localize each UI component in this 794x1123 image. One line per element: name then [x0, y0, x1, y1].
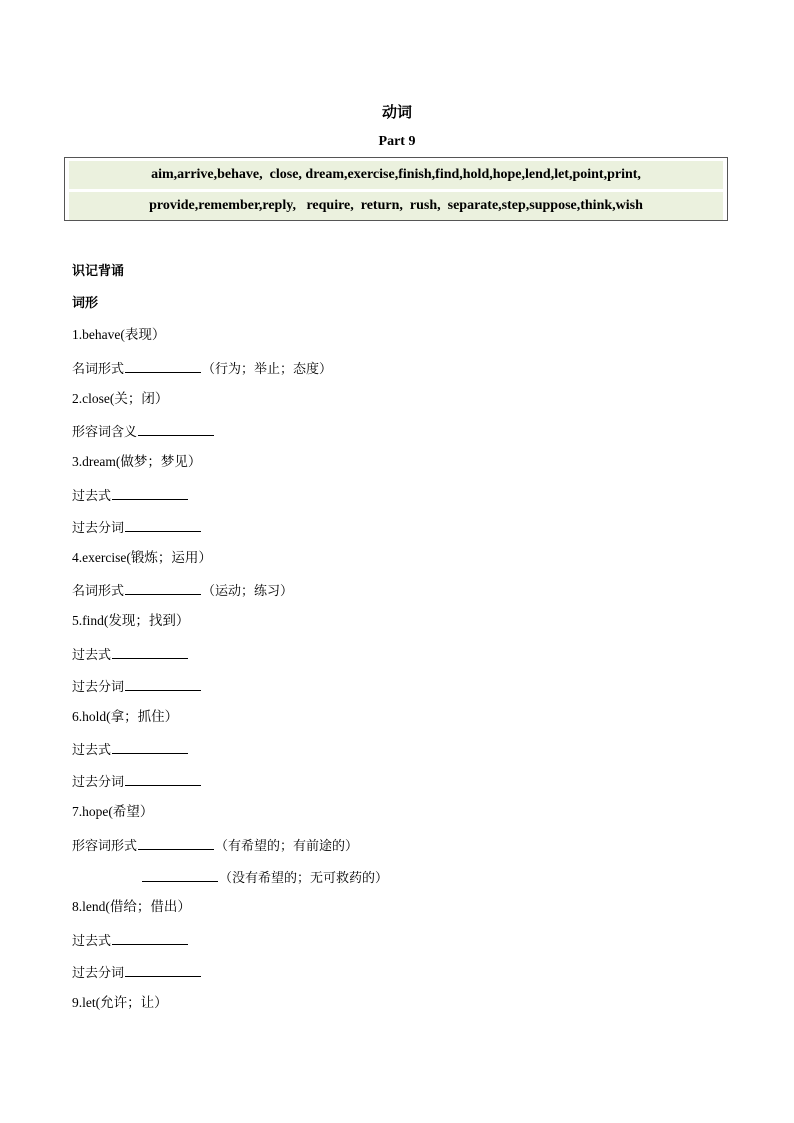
fill-in-line: [72, 422, 215, 441]
answer-blank[interactable]: [125, 518, 201, 532]
answer-label: 名词形式: [72, 584, 125, 600]
answer-blank[interactable]: [138, 836, 214, 850]
word-heading: 6.hold(拿；抓住）: [72, 708, 179, 724]
fill-in-line: [72, 645, 189, 664]
fill-in-line: [72, 931, 189, 950]
meaning-note: （运动；练习）: [202, 584, 294, 600]
word-heading: 2.close(关；闭）: [72, 390, 169, 406]
fill-in-line: [72, 836, 358, 855]
word-heading: 4.exercise(锻炼；运用）: [72, 549, 212, 565]
answer-label: 形容词形式: [72, 838, 138, 854]
word-list-row-2: provide,remember,reply, require, return, rush, separate,step,suppose,think,wish: [69, 192, 723, 220]
answer-label: 过去式: [72, 743, 112, 759]
answer-blank[interactable]: [125, 772, 201, 786]
fill-in-line: [72, 486, 189, 505]
answer-blank[interactable]: [112, 931, 188, 945]
answer-blank[interactable]: [125, 359, 201, 373]
word-heading: 3.dream(做梦；梦见）: [72, 454, 202, 470]
word-heading: 5.find(发现；找到）: [72, 613, 190, 629]
meaning-note: （行为；举止；态度）: [202, 361, 333, 377]
answer-label: 过去分词: [72, 520, 125, 536]
word-heading: 9.let(允许；让）: [72, 994, 168, 1010]
answer-blank[interactable]: [112, 645, 188, 659]
word-heading: 8.lend(借给；借出）: [72, 899, 191, 915]
fill-in-line: [72, 740, 189, 759]
fill-in-line: [72, 359, 332, 378]
answer-blank[interactable]: [142, 868, 218, 882]
answer-label: 过去式: [72, 934, 112, 950]
fill-in-line: [72, 581, 293, 600]
meaning-note: （没有希望的；无可救药的）: [219, 870, 389, 886]
answer-label: 过去分词: [72, 966, 125, 981]
answer-label: 名词形式: [72, 361, 125, 377]
answer-blank[interactable]: [112, 740, 188, 754]
answer-blank[interactable]: [112, 486, 188, 500]
fill-in-line: [72, 677, 202, 696]
fill-in-line: [141, 868, 388, 887]
meaning-note: （有希望的；有前途的）: [215, 838, 359, 854]
subsection-heading: 词形: [72, 296, 99, 311]
page-title: 动词: [381, 103, 412, 121]
answer-label: 过去分词: [72, 679, 125, 695]
part-subtitle: Part 9: [378, 134, 416, 149]
word-heading: 1.behave(表现）: [72, 327, 166, 342]
answer-label: 过去式: [72, 489, 112, 504]
answer-label: 形容词含义: [72, 425, 138, 441]
answer-label: 过去式: [72, 648, 112, 663]
section-heading: 识记背诵: [72, 264, 125, 279]
answer-blank[interactable]: [138, 422, 214, 436]
word-list-row-1: aim,arrive,behave, close, dream,exercise,finish,find,hold,hope,lend,let,point,print,: [69, 161, 723, 189]
word-heading: 7.hope(希望）: [72, 804, 154, 819]
answer-blank[interactable]: [125, 963, 201, 977]
answer-blank[interactable]: [125, 581, 201, 595]
answer-blank[interactable]: [125, 677, 201, 691]
fill-in-line: [72, 518, 202, 537]
answer-label: 过去分词: [72, 775, 125, 791]
fill-in-line: [72, 963, 202, 982]
fill-in-line: [72, 772, 202, 791]
word-list-box: [64, 157, 728, 221]
